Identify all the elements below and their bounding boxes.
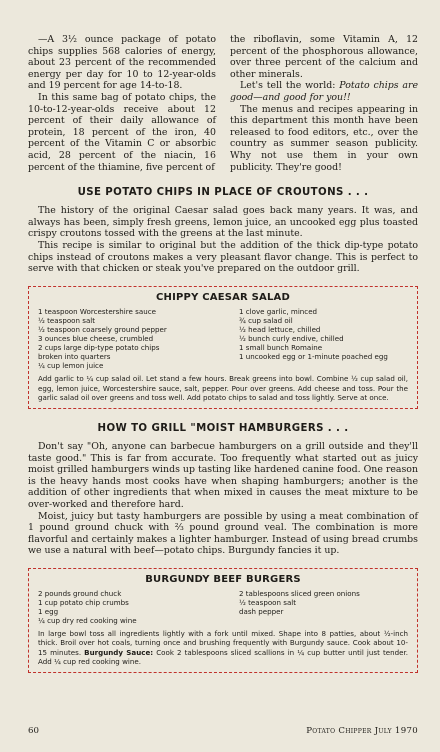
section-body-croutons xyxy=(28,205,418,275)
ingredient-column-right xyxy=(227,589,408,625)
ingredient-list xyxy=(38,589,408,625)
section-heading-hamburgers: HOW TO GRILL "MOIST HAMBURGERS . . . xyxy=(97,422,349,434)
recipe-box-beef-burgers xyxy=(28,568,418,673)
intro-lead-text: Let's tell the world: xyxy=(240,80,340,92)
ingredient-column-left xyxy=(38,307,219,371)
intro-columns xyxy=(28,34,418,173)
ingredient-line: broken into quarters xyxy=(38,352,111,362)
ingredient-line: 2 tablespoons sliced green onions xyxy=(239,588,360,598)
ingredient-column-right xyxy=(227,307,408,371)
section-heading-croutons: USE POTATO CHIPS IN PLACE OF CROUTONS . . . xyxy=(77,187,369,199)
ingredient-line: 1 small bunch Romaine xyxy=(239,343,323,353)
recipe-method xyxy=(38,629,408,666)
publication-line: Potato Chipper July 1970 xyxy=(306,726,418,736)
intro-left-column xyxy=(28,34,216,173)
ingredient-line: 3 ounces blue cheese, crumbled xyxy=(38,333,154,343)
ingredient-line: ½ bunch curly endive, chilled xyxy=(239,333,344,343)
ingredient-list xyxy=(38,307,408,371)
ingredient-line: 2 cups large dip-type potato chips xyxy=(38,343,160,353)
body-paragraph: This recipe is similar to original but the addition of the thick dip-type potato chips instead of croutons makes a very pleasant flavor change. This is perfect to serve with that chicken or steak you've prepared on the outdoor grill. xyxy=(28,239,418,275)
intro-paragraph-4 xyxy=(230,80,418,103)
ingredient-column-left xyxy=(38,589,219,625)
intro-paragraph-5: The menus and recipes appearing in this department this month have been released to food editors, etc., over the country as summer season publicity. Why not use them in your own publicity. They're good! xyxy=(230,103,418,173)
section-body-hamburgers xyxy=(28,441,418,557)
method-text: Cook 2 tablespoons sliced scallions in ¼ cup butter until just tender. Add ¼ cup red cooking wine. xyxy=(38,647,408,666)
ingredient-line: dash pepper xyxy=(239,607,284,617)
intro-paragraph-3: the riboflavin, some Vitamin A, 12 percent of the phosphorous allowance, over three percent of the calcium and other minerals. xyxy=(230,34,418,80)
recipe-box-caesar-salad xyxy=(28,286,418,409)
ingredient-line: 1 clove garlic, minced xyxy=(239,306,318,316)
page-footer xyxy=(28,726,418,736)
ingredient-line: ½ teaspoon salt xyxy=(38,315,96,325)
body-paragraph: Moist, juicy but tasty hamburgers are possible by using a meat combination of 1 pound ground chuck with ⅔ pound ground veal. The combination is more flavorful and certainly makes a lighter hamburger. Instead of using bread crumbs we use a natural with beef—potato chips. Burgundy fancies it up. xyxy=(28,510,418,557)
body-paragraph: The history of the original Caesar salad goes back many years. It was, and always has been, simply fresh greens, lemon juice, an uncooked egg plus toasted crispy croutons tossed with the greens at the last minute. xyxy=(28,205,418,240)
intro-right-column xyxy=(230,34,418,173)
ingredient-line: ½ teaspoon coarsely ground pepper xyxy=(38,324,167,334)
page-number: 60 xyxy=(28,726,39,736)
method-subheading: Burgundy Sauce: xyxy=(84,647,154,657)
ingredient-line: ¾ cup salad oil xyxy=(239,315,293,325)
intro-paragraph-1: —A 3½ ounce package of potato chips supplies 568 calories of energy, about 23 percent of the recommended energy per day for 10 to 12-year-olds and 19 percent for age 14-to-18. xyxy=(28,34,216,92)
ingredient-line: 1 uncooked egg or 1-minute poached egg xyxy=(239,352,388,362)
intro-italic-slogan: Potato chips are good—and good for you!! xyxy=(230,80,418,103)
ingredient-line: ½ head lettuce, chilled xyxy=(239,324,321,334)
ingredient-line: ¼ cup lemon juice xyxy=(38,361,104,371)
intro-paragraph-2: In this same bag of potato chips, the 10-to-12-year-olds receive about 12 percent of their daily allowance of protein, 18 percent of the iron, 40 percent of the Vitamin C or absorbic acid, 28 percent of the niacin, 16 percent of the thiamine, five percent of xyxy=(28,91,216,173)
ingredient-line: 2 pounds ground chuck xyxy=(38,588,122,598)
ingredient-line: ½ teaspoon salt xyxy=(239,597,297,607)
recipe-title: BURGUNDY BEEF BURGERS xyxy=(145,573,301,585)
body-paragraph: Don't say "Oh, anyone can barbecue hamburgers on a grill outside and they'll taste good." This is far from accurate. Too frequently what started out as juicy moist grilled hamburgers winds up tasting like hardened canine food. One reason is the heavy hands most cooks have when shaping hamburgers; another is the addition of other ingredients that when mixed in causes the meat mixture to be over-worked and therefore hard. xyxy=(28,440,418,510)
ingredient-line: ¼ cup dry red cooking wine xyxy=(38,616,137,626)
ingredient-line: 1 egg xyxy=(38,607,59,617)
recipe-method: Add garlic to ¼ cup salad oil. Let stand a few hours. Break greens into bowl. Combine ½ cup salad oil, egg, lemon juice, Worcestershire sauce, salt, pepper. Pour over greens. Add cheese and toss. Pour the garlic salad oil over greens and toss well. Add potato chips to salad and toss lightly. Serve at once. xyxy=(38,374,408,402)
recipe-title: CHIPPY CAESAR SALAD xyxy=(156,291,290,303)
method-text: In large bowl toss all ingredients lightly with a fork until mixed. Shape into 8 patties, about ½-inch thick. Broil over hot coals, turning once and brushing frequently with Burgundy sauce. Cook about 10-15 minutes. xyxy=(38,629,408,657)
ingredient-line: 1 cup potato chip crumbs xyxy=(38,597,129,607)
ingredient-line: 1 teaspoon Worcestershire sauce xyxy=(38,306,156,316)
